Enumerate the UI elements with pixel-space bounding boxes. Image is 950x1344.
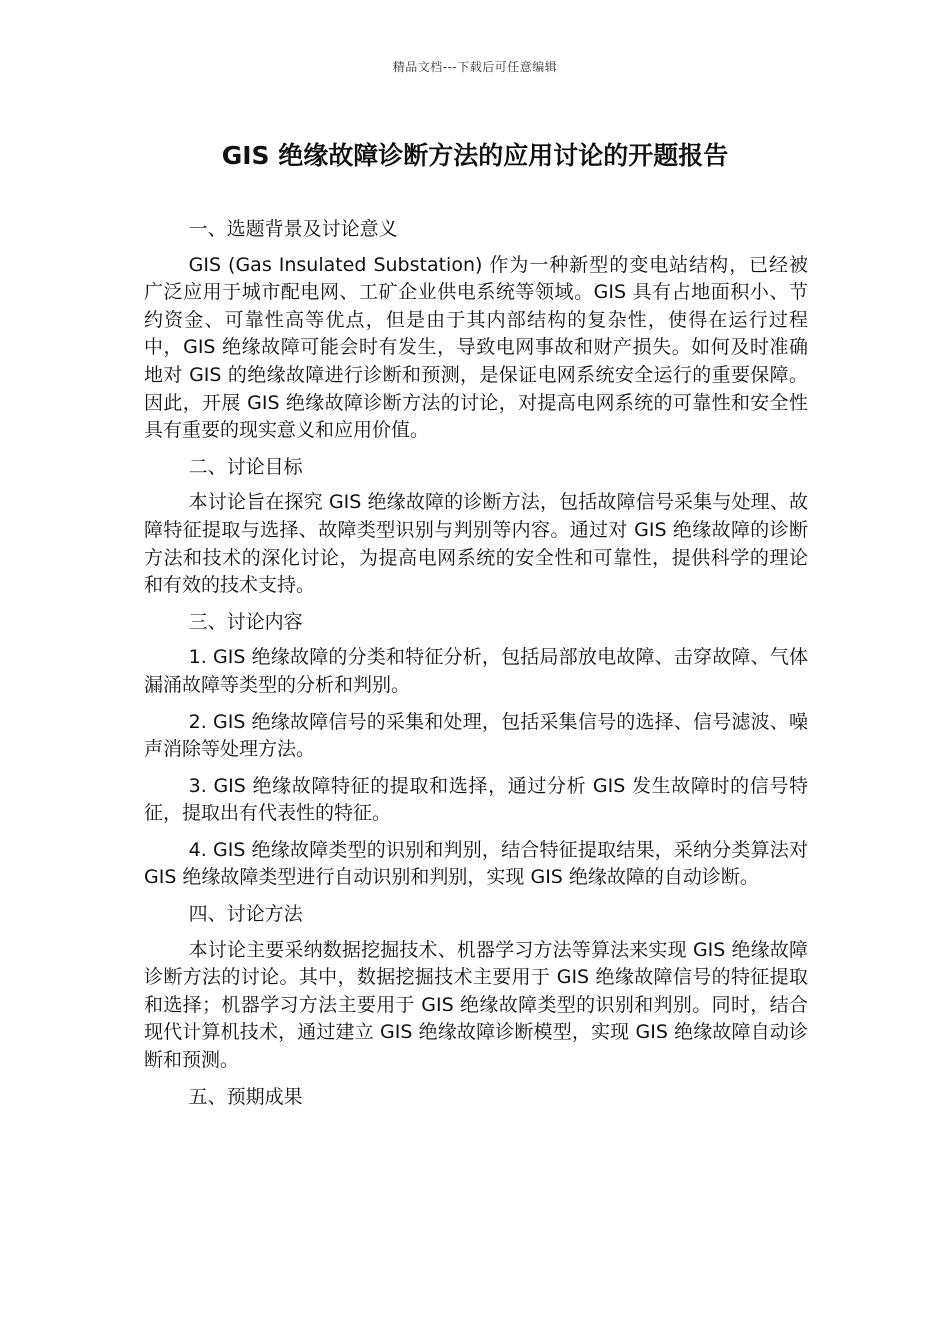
document-title: GIS 绝缘故障诊断方法的应用讨论的开题报告: [221, 141, 729, 170]
paragraph-background: GIS (Gas Insulated Substation) 作为一种新型的变电站结构，已经被广泛应用于城市配电网、工矿企业供电系统等领域。GIS 具有占地面积小、节约资金、可靠性高等优点，但是由于其内部结构的复杂性，使得在运行过程中，GIS 绝缘故障可能会时有发生，导致电网事故和财产损失。如何及时准确地对 GIS 的绝缘故障进行诊断和预测，是保证电网系统安全运行的重要保障。因此，开展 GIS 绝缘故障诊断方法的讨论，对提高电网系统的可靠性和安全性具有重要的现实意义和应用价值。: [144, 253, 808, 442]
list-item-content-1: 1. GIS 绝缘故障的分类和特征分析，包括局部放电故障、击穿故障、气体漏涌故障等类型的分析和判别。: [144, 646, 808, 696]
list-item-content-4: 4. GIS 绝缘故障类型的识别和判别，结合特征提取结果，采纳分类算法对 GIS 绝缘故障类型进行自动识别和判别，实现 GIS 绝缘故障的自动诊断。: [144, 838, 808, 889]
section-heading-methods: 四、讨论方法: [188, 903, 303, 926]
section-heading-outcomes: 五、预期成果: [188, 1085, 303, 1108]
list-item-content-2: 2. GIS 绝缘故障信号的采集和处理，包括采集信号的选择、信号滤波、噪声消除等处理方法。: [144, 710, 808, 761]
header-note: 精品文档---下载后可任意编辑: [392, 60, 558, 74]
paragraph-methods: 本讨论主要采纳数据挖掘技术、机器学习方法等算法来实现 GIS 绝缘故障诊断方法的讨论。其中，数据挖掘技术主要用于 GIS 绝缘故障信号的特征提取和选择；机器学习方法主要用于 GIS 绝缘故障类型的识别和判别。同时，结合现代计算机技术，通过建立 GIS 绝缘故障诊断模型，实现 GIS 绝缘故障自动诊断和预测。: [144, 938, 808, 1072]
section-heading-goals: 二、讨论目标: [188, 455, 303, 478]
paragraph-goals: 本讨论旨在探究 GIS 绝缘故障的诊断方法，包括故障信号采集与处理、故障特征提取与选择、故障类型识别与判别等内容。通过对 GIS 绝缘故障的诊断方法和技术的深化讨论，为提高电网系统的安全性和可靠性，提供科学的理论和有效的技术支持。: [144, 491, 808, 597]
section-heading-background: 一、选题背景及讨论意义: [188, 218, 398, 240]
section-heading-content: 三、讨论内容: [188, 610, 303, 633]
document-body: [144, 216, 808, 1119]
list-item-content-3: 3. GIS 绝缘故障特征的提取和选择，通过分析 GIS 发生故障时的信号特征，提取出有代表性的特征。: [144, 774, 808, 825]
